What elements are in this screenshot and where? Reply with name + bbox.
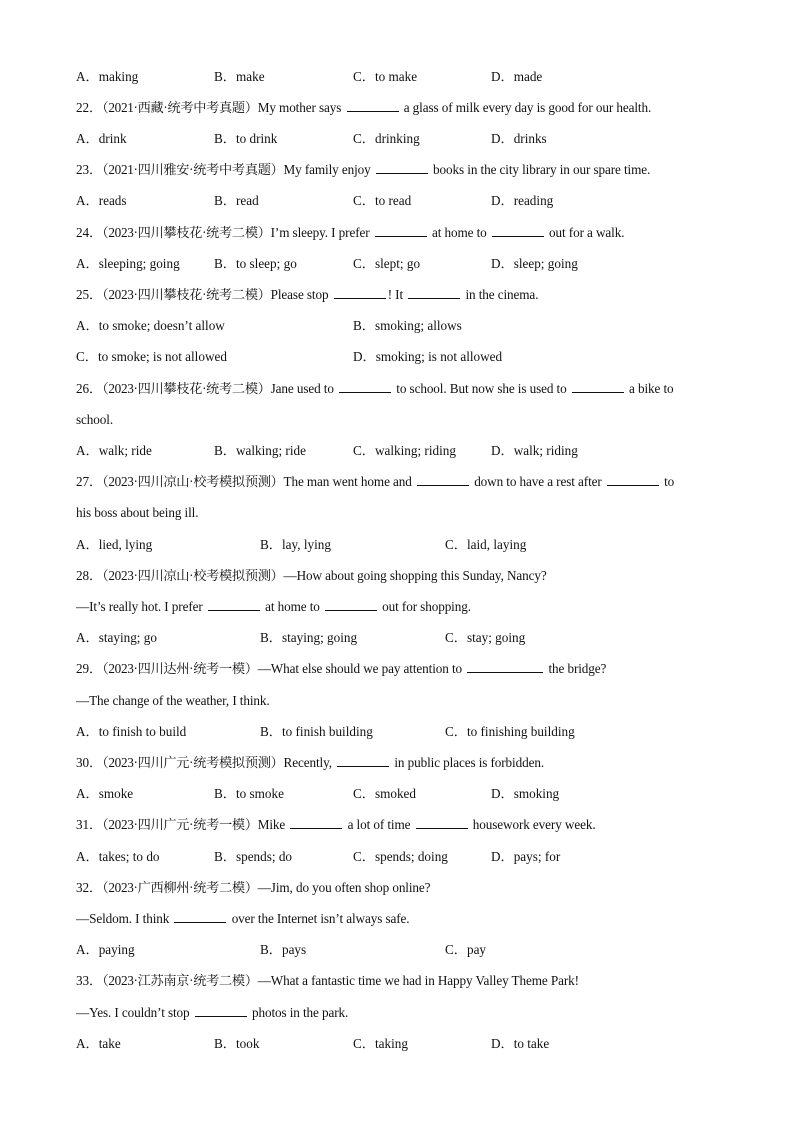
- question-text: at home to: [265, 599, 320, 614]
- question-source: （2023·四川攀枝花·统考二模）: [102, 381, 271, 396]
- question-number: 31．: [76, 817, 103, 832]
- question-text: housework every week.: [472, 817, 596, 832]
- answer-blank: [376, 162, 428, 174]
- question-number: 27．: [76, 474, 103, 489]
- question-text: Jane used to: [270, 381, 334, 396]
- q27-option-c: C．laid, laying: [445, 537, 527, 552]
- question-text: —What else should we pay attention to: [257, 661, 463, 676]
- question-25: [76, 287, 538, 303]
- q25-option-d: D．smoking; is not allowed: [353, 349, 503, 364]
- question-number: 30．: [76, 755, 103, 770]
- question-30: [76, 755, 544, 771]
- question-number: 24．: [76, 225, 103, 240]
- question-source: （2023·四川凉山·校考模拟预测）: [102, 474, 284, 489]
- question-24: [76, 225, 624, 241]
- question-27: [76, 474, 674, 490]
- q21-option-a: A．making: [76, 69, 139, 84]
- q33-option-c: C．taking: [353, 1036, 408, 1051]
- question-number: 26．: [76, 381, 103, 396]
- question-source: （2023·四川攀枝花·统考二模）: [102, 287, 271, 302]
- question-number: 23．: [76, 162, 103, 177]
- q25-option-a: A．to smoke; doesn’t allow: [76, 318, 225, 333]
- q23-option-b: B．read: [214, 193, 259, 208]
- question-number: 33．: [76, 973, 103, 988]
- question-source: （2023·江苏南京·统考二模）: [102, 973, 258, 988]
- question-text: My mother says: [257, 100, 342, 115]
- question-text: out for a walk.: [549, 225, 625, 240]
- question-text: down to have a rest after: [474, 474, 602, 489]
- q22-option-d: D．drinks: [491, 131, 547, 146]
- q22-option-c: C．drinking: [353, 131, 420, 146]
- question-number: 32．: [76, 880, 103, 895]
- question-text: —How about going shopping this Sunday, Nancy?: [283, 568, 547, 583]
- q24-option-a: A．sleeping; going: [76, 256, 180, 271]
- question-text: books in the city library in our spare time.: [433, 162, 651, 177]
- q29-option-b: B．to finish building: [260, 724, 373, 739]
- question-text: Mike: [257, 817, 286, 832]
- question-22: [76, 100, 651, 116]
- question-source: （2023·四川攀枝花·统考二模）: [102, 225, 271, 240]
- answer-blank: [607, 474, 659, 486]
- answer-blank: [375, 225, 427, 237]
- question-number: 28．: [76, 568, 103, 583]
- q31-option-c: C．spends; doing: [353, 849, 448, 864]
- q25-option-c: C．to smoke; is not allowed: [76, 349, 227, 364]
- answer-blank: [492, 225, 544, 237]
- q25-option-b: B．smoking; allows: [353, 318, 462, 333]
- q30-option-d: D．smoking: [491, 786, 560, 801]
- question-text: The man went home and: [283, 474, 412, 489]
- q21-option-d: D．made: [491, 69, 543, 84]
- q27-option-a: A．lied, lying: [76, 537, 153, 552]
- question-32-reply: [76, 911, 409, 927]
- q28-option-b: B．staying; going: [260, 630, 358, 645]
- answer-blank: [174, 911, 226, 923]
- q30-option-c: C．smoked: [353, 786, 417, 801]
- question-source: （2023·四川达州·统考一模）: [102, 661, 258, 676]
- question-text: —Yes. I couldn’t stop: [76, 1005, 190, 1020]
- q26-option-c: C．walking; riding: [353, 443, 456, 458]
- answer-blank: [325, 599, 377, 611]
- question-text: a bike to: [629, 381, 674, 396]
- answer-blank: [416, 817, 468, 829]
- q31-option-d: D．pays; for: [491, 849, 561, 864]
- answer-blank: [208, 599, 260, 611]
- question-29: [76, 661, 606, 677]
- question-text: a lot of time: [347, 817, 411, 832]
- question-text: out for shopping.: [382, 599, 471, 614]
- question-text: a glass of milk every day is good for our health.: [403, 100, 652, 115]
- question-source: （2023·四川广元·统考模拟预测）: [102, 755, 284, 770]
- q31-option-a: A．takes; to do: [76, 849, 160, 864]
- question-text: over the Internet isn’t always safe.: [231, 911, 410, 926]
- q28-option-a: A．staying; go: [76, 630, 157, 645]
- answer-blank: [417, 474, 469, 486]
- question-33: [76, 973, 579, 989]
- question-text: Recently,: [283, 755, 332, 770]
- question-28: [76, 568, 547, 584]
- question-source: （2021·西藏·统考中考真题）: [102, 100, 258, 115]
- answer-blank: [572, 381, 624, 393]
- question-number: 22．: [76, 100, 103, 115]
- q33-option-b: B．took: [214, 1036, 260, 1051]
- question-33-reply: [76, 1005, 348, 1021]
- answer-blank: [290, 817, 342, 829]
- question-source: （2023·广西柳州·统考二模）: [102, 880, 258, 895]
- q23-option-a: A．reads: [76, 193, 127, 208]
- q21-option-c: C．to make: [353, 69, 418, 84]
- answer-blank: [467, 661, 543, 673]
- question-31: [76, 817, 596, 833]
- q24-option-c: C．slept; go: [353, 256, 421, 271]
- question-number: 25．: [76, 287, 103, 302]
- question-text: —What a fantastic time we had in Happy Valley Theme Park!: [257, 973, 579, 988]
- q22-option-a: A．drink: [76, 131, 127, 146]
- question-number: 29．: [76, 661, 103, 676]
- question-text: —Seldom. I think: [76, 911, 170, 926]
- question-text: —It’s really hot. I prefer: [76, 599, 203, 614]
- question-29-reply: —The change of the weather, I think.: [76, 693, 270, 708]
- q26-option-d: D．walk; riding: [491, 443, 578, 458]
- answer-blank: [347, 100, 399, 112]
- question-source: （2023·四川凉山·校考模拟预测）: [102, 568, 284, 583]
- question-text: I’m sleepy. I prefer: [270, 225, 370, 240]
- q32-option-c: C．pay: [445, 942, 487, 957]
- q33-option-a: A．take: [76, 1036, 121, 1051]
- q23-option-d: D．reading: [491, 193, 554, 208]
- question-text: to school. But now she is used to: [396, 381, 567, 396]
- question-23: [76, 162, 650, 178]
- q21-option-b: B．make: [214, 69, 265, 84]
- question-text: ! It: [387, 287, 404, 302]
- answer-blank: [339, 381, 391, 393]
- q23-option-c: C．to read: [353, 193, 412, 208]
- question-source: （2023·四川广元·统考一模）: [102, 817, 258, 832]
- q29-option-a: A．to finish to build: [76, 724, 187, 739]
- question-source: （2021·四川雅安·统考中考真题）: [102, 162, 284, 177]
- q24-option-b: B．to sleep; go: [214, 256, 297, 271]
- q32-option-b: B．pays: [260, 942, 307, 957]
- answer-blank: [337, 755, 389, 767]
- question-28-reply: [76, 599, 471, 615]
- question-26-continued: school.: [76, 412, 114, 427]
- q27-option-b: B．lay, lying: [260, 537, 331, 552]
- question-27-continued: his boss about being ill.: [76, 505, 199, 520]
- question-text: Please stop: [270, 287, 329, 302]
- question-text: in public places is forbidden.: [394, 755, 545, 770]
- q22-option-b: B．to drink: [214, 131, 278, 146]
- q30-option-a: A．smoke: [76, 786, 134, 801]
- answer-blank: [334, 287, 386, 299]
- q30-option-b: B．to smoke: [214, 786, 284, 801]
- question-text: at home to: [431, 225, 487, 240]
- question-26: [76, 381, 674, 397]
- q31-option-b: B．spends; do: [214, 849, 293, 864]
- question-text: the bridge?: [548, 661, 607, 676]
- question-32: [76, 880, 430, 896]
- q26-option-a: A．walk; ride: [76, 443, 152, 458]
- q29-option-c: C．to finishing building: [445, 724, 575, 739]
- question-text: —Jim, do you often shop online?: [257, 880, 431, 895]
- q28-option-c: C．stay; going: [445, 630, 526, 645]
- q33-option-d: D．to take: [491, 1036, 550, 1051]
- answer-blank: [195, 1005, 247, 1017]
- q24-option-d: D．sleep; going: [491, 256, 578, 271]
- question-text: to: [664, 474, 675, 489]
- answer-blank: [408, 287, 460, 299]
- question-text: photos in the park.: [251, 1005, 349, 1020]
- question-text: My family enjoy: [283, 162, 371, 177]
- q26-option-b: B．walking; ride: [214, 443, 306, 458]
- question-text: in the cinema.: [465, 287, 539, 302]
- q32-option-a: A．paying: [76, 942, 135, 957]
